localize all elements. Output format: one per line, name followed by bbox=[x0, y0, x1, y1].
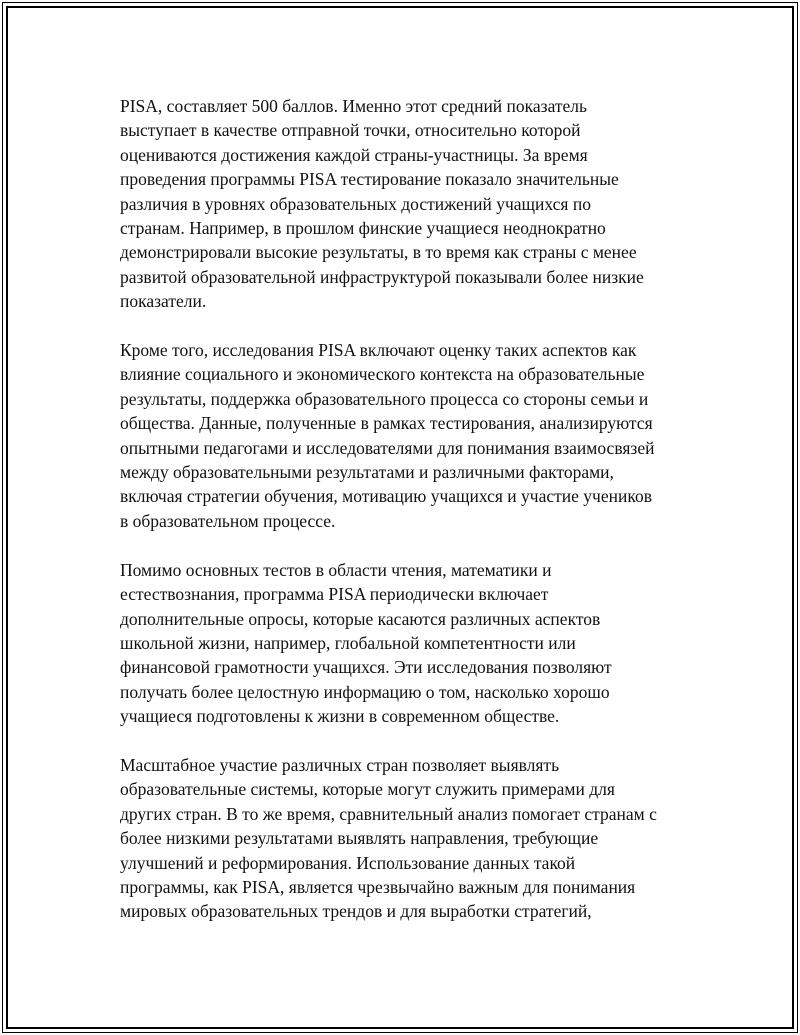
text-line: получать более целостную информацию о том, насколько хорошо bbox=[120, 681, 610, 702]
text-line: показатели. bbox=[120, 291, 207, 312]
text-line: результаты, поддержка образовательного процесса со стороны семьи и bbox=[120, 388, 649, 409]
text-line: проведения программы PISA тестирование показало значительные bbox=[120, 169, 619, 190]
text-line: общества. Данные, полученные в рамках тестирования, анализируются bbox=[120, 413, 653, 434]
paragraph-4 bbox=[120, 753, 710, 924]
text-line: образовательные системы, которые могут служить примерами для bbox=[120, 779, 615, 800]
text-line: влияние социального и экономического контекста на образовательные bbox=[120, 364, 645, 385]
text-line: улучшений и реформирования. Использование данных такой bbox=[120, 852, 576, 873]
text-line: оцениваются достижения каждой страны-участницы. За время bbox=[120, 144, 588, 165]
text-line: в образовательном процессе. bbox=[120, 510, 336, 531]
text-line: естествознания, программа PISA периодически включает bbox=[120, 584, 549, 605]
text-line: PISA, составляет 500 баллов. Именно этот средний показатель bbox=[120, 96, 588, 116]
text-line: школьной жизни, например, глобальной компетентности или bbox=[120, 632, 576, 653]
document-page bbox=[2, 2, 798, 1033]
text-line: более низкими результатами выявлять направления, требующие bbox=[120, 828, 599, 849]
text-line: Помимо основных тестов в области чтения, математики и bbox=[120, 559, 552, 580]
text-line: других стран. В то же время, сравнительный анализ помогает странам с bbox=[120, 803, 657, 824]
text-line: развитой образовательной инфраструктурой показывали более низкие bbox=[120, 266, 644, 287]
text-line: финансовой грамотности учащихся. Эти исследования позволяют bbox=[120, 657, 612, 678]
text-line: между образовательными результатами и различными факторами, bbox=[120, 462, 614, 483]
text-line: мировых образовательных трендов и для выработки стратегий, bbox=[120, 901, 592, 922]
text-line: программы, как PISA, является чрезвычайно важным для понимания bbox=[120, 876, 636, 897]
text-line: учащиеся подготовлены к жизни в современном обществе. bbox=[120, 706, 560, 727]
paragraph-1 bbox=[120, 94, 710, 314]
text-line: различия в уровнях образовательных достижений учащихся по bbox=[120, 193, 591, 214]
text-line: опытными педагогами и исследователями для понимания взаимосвязей bbox=[120, 437, 655, 458]
paragraph-3 bbox=[120, 558, 710, 729]
text-line: странам. Например, в прошлом финские учащиеся неоднократно bbox=[120, 218, 606, 239]
text-line: выступает в качестве отправной точки, относительно которой bbox=[120, 120, 581, 141]
text-line: демонстрировали высокие результаты, в то время как страны с менее bbox=[120, 242, 637, 263]
text-line: Масштабное участие различных стран позволяет выявлять bbox=[120, 754, 560, 775]
paragraph-2 bbox=[120, 338, 710, 533]
document-body bbox=[120, 94, 710, 948]
text-line: включая стратегии обучения, мотивацию учащихся и участие учеников bbox=[120, 486, 652, 507]
text-line: дополнительные опросы, которые касаются различных аспектов bbox=[120, 608, 601, 629]
text-line: Кроме того, исследования PISA включают оценку таких аспектов как bbox=[120, 340, 637, 361]
